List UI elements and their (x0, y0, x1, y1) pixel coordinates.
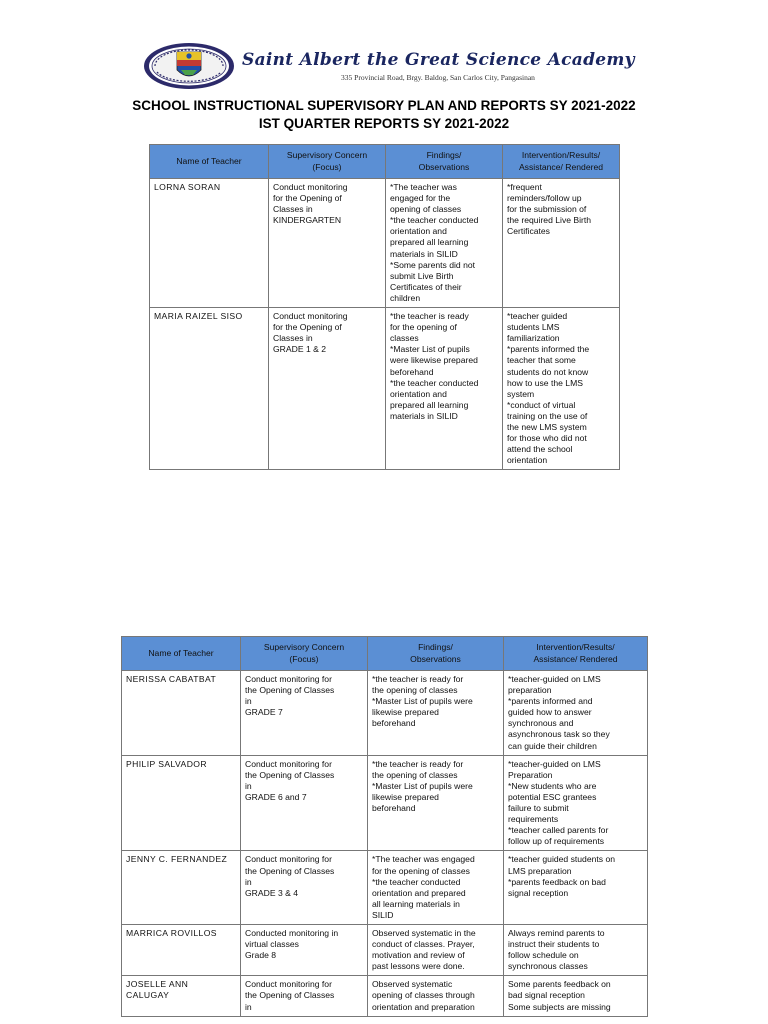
header-findings (386, 145, 503, 179)
teacher-name-cell (150, 308, 269, 470)
cell-text-line: Intervention/Results/ (521, 150, 601, 161)
cell-text-line: *the teacher is ready for (372, 758, 464, 769)
header-findings (368, 637, 504, 671)
cell-text-line: past lessons were done. (372, 961, 465, 972)
cell-text-line: *Master List of pupils were (372, 696, 473, 707)
cell-text-line: the opening of classes (372, 769, 458, 780)
header-name-of-teacher (122, 637, 241, 671)
cell-text-line: PHILIP SALVADOR (126, 758, 207, 769)
cell-text-line: KINDERGARTEN (273, 215, 342, 226)
cell-text-line: follow schedule on (508, 950, 579, 961)
school-seal-icon (143, 42, 235, 90)
cell-text-line: signal reception (508, 887, 569, 898)
cell-text-line: Observed systematic (372, 979, 453, 990)
cell-text-line: Observations (418, 161, 470, 172)
cell-text-line: beforehand (390, 366, 434, 377)
cell-text-line: likewise prepared (372, 791, 439, 802)
cell-text-line: in (245, 876, 252, 887)
cell-text-line: teacher that some (507, 355, 576, 366)
cell-text-line: GRADE 1 & 2 (273, 344, 327, 355)
cell-text-line: *Some parents did not (390, 259, 476, 270)
cell-text-line: children (390, 292, 421, 303)
cell-text-line: GRADE 3 & 4 (245, 887, 299, 898)
cell-text-line: Always remind parents to (508, 927, 605, 938)
cell-text-line: the required Live Birth (507, 215, 592, 226)
cell-text-line: *The teacher was engaged (372, 854, 475, 865)
supervisory-concern-cell (269, 179, 386, 308)
cell-text-line: for the opening of classes (372, 865, 470, 876)
table-row (122, 671, 648, 756)
cell-text-line: materials in SILID (390, 410, 458, 421)
cell-text-line: MARIA RAIZEL SISO (154, 311, 243, 322)
cell-text-line: Certificates (507, 226, 550, 237)
cell-text-line: *parents informed and (508, 696, 593, 707)
cell-text-line: GRADE 7 (245, 707, 283, 718)
findings-cell (368, 924, 504, 975)
cell-text-line: Certificates of their (390, 281, 462, 292)
cell-text-line: requirements (508, 814, 559, 825)
teacher-name-cell (122, 924, 241, 975)
cell-text-line: Conduct monitoring (273, 311, 348, 322)
cell-text-line: opening of classes (390, 204, 462, 215)
cell-text-line: opening of classes through (372, 990, 475, 1001)
cell-text-line: Conducted monitoring in (245, 927, 339, 938)
cell-text-line: Conduct monitoring for (245, 979, 332, 990)
cell-text-line: *the teacher conducted (372, 876, 461, 887)
intervention-cell (504, 671, 648, 756)
cell-text-line: prepared all learning (390, 237, 469, 248)
cell-text-line: Findings/ (418, 642, 453, 653)
table-header-row (122, 637, 648, 671)
cell-text-line: beforehand (372, 718, 416, 729)
letterhead (0, 40, 768, 92)
findings-cell (368, 755, 504, 851)
intervention-cell (503, 308, 620, 470)
cell-text-line: Supervisory Concern (263, 642, 345, 653)
cell-text-line: Classes in (273, 333, 313, 344)
cell-text-line: Assistance/ Rendered (518, 161, 604, 172)
cell-text-line: *teacher guided (507, 311, 568, 322)
cell-text-line: JENNY C. FERNANDEZ (126, 854, 228, 865)
header-intervention (503, 145, 620, 179)
cell-text-line: synchronous and (508, 718, 574, 729)
cell-text-line: Conduct monitoring (273, 182, 348, 192)
document-subtitle: IST QUARTER REPORTS SY 2021-2022 (258, 116, 510, 131)
cell-text-line: prepared all learning (390, 399, 469, 410)
cell-text-line: failure to submit (508, 803, 569, 814)
cell-text-line: Name of Teacher (176, 155, 242, 166)
cell-text-line: Observed systematic in the (372, 927, 476, 938)
cell-text-line: *Master List of pupils (390, 344, 470, 355)
cell-text-line: Some subjects are missing (508, 1001, 611, 1012)
cell-text-line: Classes in (273, 204, 313, 215)
cell-text-line: potential ESC grantees (508, 791, 597, 802)
table-row (150, 308, 620, 470)
cell-text-line: how to use the LMS (507, 377, 583, 388)
teacher-name-cell (122, 976, 241, 1016)
cell-text-line: (Focus) (312, 161, 342, 172)
school-address: 335 Provincial Road, Brgy. Baldog, San Carlos City, Pangasinan (341, 73, 535, 82)
cell-text-line: beforehand (372, 803, 416, 814)
cell-text-line: *the teacher conducted (390, 377, 479, 388)
cell-text-line: *conduct of virtual (507, 399, 576, 410)
cell-text-line: system (507, 388, 535, 399)
cell-text-line: MARRICA ROVILLOS (126, 927, 217, 938)
intervention-cell (503, 179, 620, 308)
cell-text-line: asynchronous task so they (508, 729, 610, 740)
cell-text-line: for the Opening of (273, 193, 342, 204)
cell-text-line: guided how to answer (508, 707, 592, 718)
findings-cell (368, 671, 504, 756)
cell-text-line: preparation (508, 685, 552, 696)
cell-text-line: virtual classes (245, 939, 299, 950)
cell-text-line: were likewise prepared (390, 355, 478, 366)
cell-text-line: orientation and (390, 388, 447, 399)
cell-text-line: reminders/follow up (507, 193, 582, 204)
cell-text-line: attend the school (507, 444, 573, 455)
cell-text-line: synchronous classes (508, 961, 588, 972)
cell-text-line: Findings/ (426, 150, 462, 161)
cell-text-line: the Opening of Classes (245, 685, 335, 696)
cell-text-line: students LMS (507, 322, 560, 333)
supervisory-report-table-1 (149, 144, 620, 470)
cell-text-line: SILID (372, 909, 394, 920)
cell-text-line: Conduct monitoring for (245, 854, 332, 865)
supervisory-concern-cell (241, 924, 368, 975)
cell-text-line: classes (390, 333, 419, 344)
cell-text-line: orientation and prepared (372, 887, 466, 898)
supervisory-concern-cell (269, 308, 386, 470)
cell-text-line: students do not know (507, 366, 589, 377)
header-intervention (504, 637, 648, 671)
cell-text-line: *teacher-guided on LMS (508, 758, 601, 769)
cell-text-line: for the Opening of (273, 322, 342, 333)
cell-text-line: orientation and preparation (372, 1001, 475, 1012)
supervisory-concern-cell (241, 755, 368, 851)
cell-text-line: Grade 8 (245, 950, 277, 961)
cell-text-line: orientation and (390, 226, 447, 237)
cell-text-line: follow up of requirements (508, 836, 605, 847)
teacher-name-cell (150, 179, 269, 308)
cell-text-line: *parents informed the (507, 344, 590, 355)
cell-text-line: conduct of classes. Prayer, (372, 939, 475, 950)
cell-text-line: *parents feedback on bad (508, 876, 606, 887)
table-row (122, 851, 648, 925)
supervisory-report-table-2 (121, 636, 648, 1017)
intervention-cell (504, 924, 648, 975)
cell-text-line: LMS preparation (508, 865, 572, 876)
cell-text-line: instruct their students to (508, 939, 600, 950)
cell-text-line: CALUGAY (126, 990, 170, 1001)
findings-cell (386, 308, 503, 470)
intervention-cell (504, 976, 648, 1016)
cell-text-line: Conduct monitoring for (245, 674, 332, 684)
cell-text-line: likewise prepared (372, 707, 439, 718)
supervisory-concern-cell (241, 851, 368, 925)
supervisory-concern-cell (241, 671, 368, 756)
cell-text-line: Assistance/ Rendered (533, 653, 618, 664)
cell-text-line: *the teacher is ready for (372, 674, 464, 684)
cell-text-line: materials in SILID (390, 248, 458, 259)
cell-text-line: Conduct monitoring for (245, 758, 332, 769)
cell-text-line: *teacher called parents for (508, 825, 609, 836)
cell-text-line: *Master List of pupils were (372, 780, 473, 791)
teacher-name-cell (122, 755, 241, 851)
cell-text-line: NERISSA CABATBAT (126, 674, 217, 684)
cell-text-line: for the submission of (507, 204, 587, 215)
intervention-cell (504, 851, 648, 925)
cell-text-line: familiarization (507, 333, 560, 344)
cell-text-line: for those who did not (507, 433, 587, 444)
document-title: SCHOOL INSTRUCTIONAL SUPERVISORY PLAN AND REPORTS SY 2021-2022 (132, 98, 636, 113)
table-row (122, 976, 648, 1016)
cell-text-line: Some parents feedback on (508, 979, 611, 990)
findings-cell (386, 179, 503, 308)
cell-text-line: bad signal reception (508, 990, 585, 1001)
intervention-cell (504, 755, 648, 851)
header-supervisory-concern (241, 637, 368, 671)
cell-text-line: the new LMS system (507, 421, 587, 432)
cell-text-line: Supervisory Concern (286, 150, 368, 161)
teacher-name-cell (122, 851, 241, 925)
cell-text-line: all learning materials in (372, 898, 460, 909)
teacher-name-cell (122, 671, 241, 756)
cell-text-line: the Opening of Classes (245, 990, 335, 1001)
school-name: Saint Albert the Great Science Academy (242, 50, 635, 70)
cell-text-line: (Focus) (289, 653, 319, 664)
cell-text-line: for the opening of (390, 322, 457, 333)
cell-text-line: *teacher guided students on (508, 854, 616, 865)
cell-text-line: the opening of classes (372, 685, 458, 696)
cell-text-line: *teacher-guided on LMS (508, 674, 601, 684)
cell-text-line: *the teacher conducted (390, 215, 479, 226)
cell-text-line: in (245, 780, 252, 791)
cell-text-line: LORNA SORAN (154, 182, 221, 192)
cell-text-line: JOSELLE ANN (126, 979, 189, 990)
cell-text-line: in (245, 696, 252, 707)
header-supervisory-concern (269, 145, 386, 179)
cell-text-line: Observations (410, 653, 461, 664)
cell-text-line: orientation (507, 455, 548, 466)
cell-text-line: engaged for the (390, 193, 451, 204)
cell-text-line: training on the use of (507, 410, 588, 421)
cell-text-line: *The teacher was (390, 182, 457, 192)
cell-text-line: the Opening of Classes (245, 769, 335, 780)
cell-text-line: Preparation (508, 769, 553, 780)
cell-text-line: Intervention/Results/ (536, 642, 615, 653)
cell-text-line: can guide their children (508, 740, 597, 751)
table-row (122, 755, 648, 851)
cell-text-line: *frequent (507, 182, 542, 192)
supervisory-concern-cell (241, 976, 368, 1016)
cell-text-line: *New students who are (508, 780, 597, 791)
cell-text-line: *the teacher is ready (390, 311, 469, 322)
table-row (150, 179, 620, 308)
cell-text-line: in (245, 1001, 252, 1012)
table-row (122, 924, 648, 975)
findings-cell (368, 976, 504, 1016)
cell-text-line: submit Live Birth (390, 270, 454, 281)
cell-text-line: GRADE 6 and 7 (245, 791, 307, 802)
header-name-of-teacher (150, 145, 269, 179)
cell-text-line: Name of Teacher (148, 647, 214, 658)
findings-cell (368, 851, 504, 925)
cell-text-line: motivation and review of (372, 950, 465, 961)
table-header-row (150, 145, 620, 179)
cell-text-line: the Opening of Classes (245, 865, 335, 876)
